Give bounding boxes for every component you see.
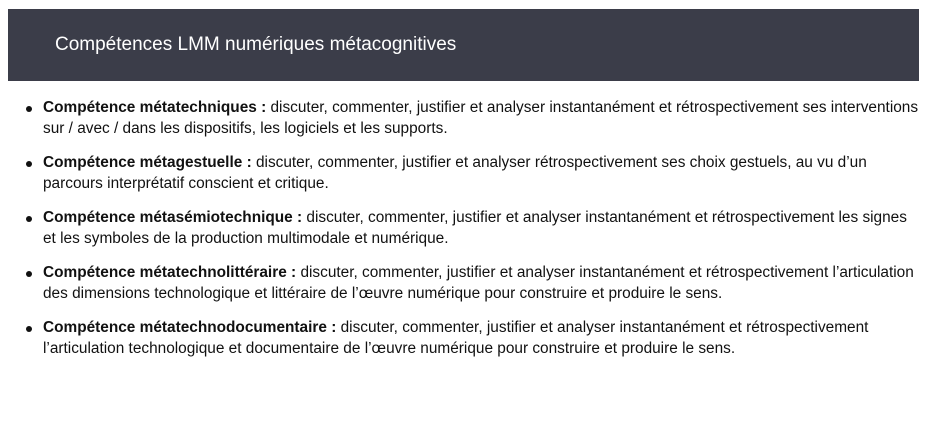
bullet-icon xyxy=(26,326,32,332)
header-bar xyxy=(8,9,919,81)
item-term: Compétence métatechnodocumentaire : xyxy=(43,319,337,336)
list-item xyxy=(0,153,942,194)
item-term: Compétence métasémiotechnique : xyxy=(43,209,303,226)
item-term: Compétence métagestuelle : xyxy=(43,154,252,171)
item-text: discuter, commenter, justifier et analyser instantanément et rétrospectivement l’articulation technologique et documentaire de l’œuvre numérique pour construire et produire le sens. xyxy=(43,319,869,357)
item-text: discuter, commenter, justifier et analyser instantanément et rétrospectivement l’articulation des dimensions technologique et littéraire de l’œuvre numérique pour construire et produire le sens. xyxy=(43,264,914,302)
list-item xyxy=(0,318,942,359)
item-text: discuter, commenter, justifier et analyser instantanément et rétrospectivement les signes et les symboles de la production multimodale et numérique. xyxy=(43,209,907,247)
item-text: discuter, commenter, justifier et analyser rétrospectivement ses choix gestuels, au vu d’un parcours interprétatif conscient et critique. xyxy=(43,154,867,192)
item-text: discuter, commenter, justifier et analyser instantanément et rétrospectivement ses interventions sur / avec / dans les dispositifs, les logiciels et les supports. xyxy=(43,99,919,137)
item-term: Compétence métatechnolittéraire : xyxy=(43,264,297,281)
list-item xyxy=(0,208,942,249)
page-title: Compétences LMM numériques métacognitives xyxy=(55,34,457,55)
item-term: Compétence métatechniques : xyxy=(43,99,267,116)
list-item xyxy=(0,98,942,139)
bullet-icon xyxy=(26,216,32,222)
list-item xyxy=(0,263,942,304)
competence-list xyxy=(0,98,942,373)
bullet-icon xyxy=(26,106,32,112)
bullet-icon xyxy=(26,271,32,277)
bullet-icon xyxy=(26,161,32,167)
